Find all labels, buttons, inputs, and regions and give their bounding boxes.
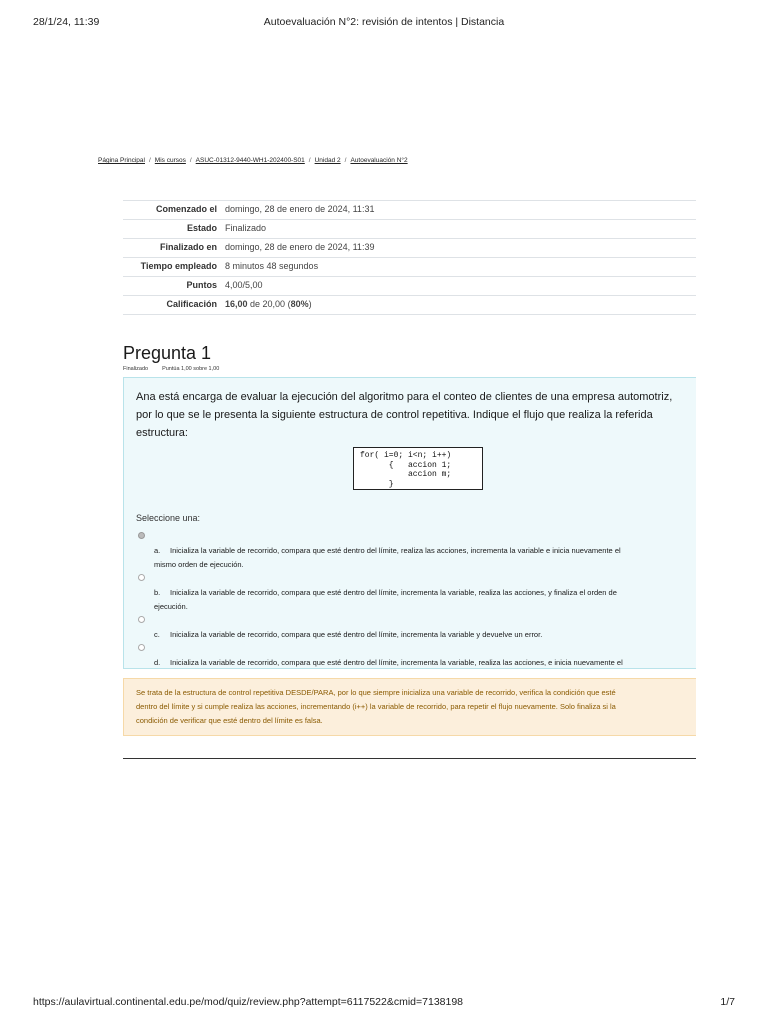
general-feedback	[123, 678, 696, 736]
attempt-summary-table	[123, 200, 696, 315]
summary-row-state	[123, 220, 696, 239]
section-divider	[123, 758, 696, 759]
radio-button[interactable]	[138, 574, 145, 581]
print-date: 28/1/24, 11:39	[33, 16, 100, 28]
question-meta	[123, 366, 233, 372]
option-letter: b.	[154, 588, 161, 597]
option-text: Inicializa la variable de recorrido, compara que esté dentro del límite, incrementa la variable y devuelve un error.	[170, 630, 543, 639]
summary-label: Estado	[123, 220, 221, 239]
radio-button[interactable]	[138, 616, 145, 623]
print-header	[0, 16, 768, 30]
summary-label: Puntos	[123, 277, 221, 296]
option-text: Inicializa la variable de recorrido, compara que esté dentro del límite, incrementa la variable, realiza las acciones, y finaliza el orden de ejecución.	[154, 588, 617, 611]
grade-value: 16,00	[225, 299, 248, 309]
print-title: Autoevaluación N°2: revisión de intentos | Distancia	[263, 16, 505, 28]
summary-label: Finalizado en	[123, 239, 221, 258]
summary-value: 4,00/5,00	[221, 277, 696, 296]
summary-row-points	[123, 277, 696, 296]
question-text: Ana está encarga de evaluar la ejecución del algoritmo para el conteo de clientes de una empresa automotriz, por lo que se le presenta la siguiente estructura de control repetitiva. Indique el flujo que realiza la referida estructura:	[136, 391, 673, 439]
answer-option-b[interactable]	[138, 572, 696, 614]
question-score: Puntúa 1,00 sobre 1,00	[162, 366, 220, 372]
breadcrumb-separator: /	[148, 157, 151, 164]
breadcrumb	[98, 157, 408, 164]
question-content	[123, 377, 696, 669]
breadcrumb-separator: /	[189, 157, 192, 164]
breadcrumb-separator: /	[308, 157, 311, 164]
summary-value: 8 minutos 48 segundos	[221, 258, 696, 277]
summary-value	[221, 296, 696, 315]
question-title: Pregunta 1	[123, 343, 212, 363]
summary-row-finished	[123, 239, 696, 258]
code-snippet: for( i=0; i<n; i++) { accion 1; accion m; }	[360, 451, 452, 489]
summary-value: domingo, 28 de enero de 2024, 11:39	[221, 239, 696, 258]
summary-row-started	[123, 201, 696, 220]
option-text: Inicializa la variable de recorrido, compara que esté dentro del límite, incrementa la variable, realiza las acciones, e inicia nuevamente el	[170, 658, 623, 667]
print-page-number: 1/7	[720, 996, 735, 1008]
summary-row-time	[123, 258, 696, 277]
summary-label: Comenzado el	[123, 201, 221, 220]
summary-label: Calificación	[123, 296, 221, 315]
summary-label: Tiempo empleado	[123, 258, 221, 277]
option-letter: d.	[154, 658, 161, 667]
breadcrumb-my-courses-link[interactable]: Mis cursos	[154, 157, 186, 164]
grade-total: de 20,00 (	[247, 299, 291, 309]
answer-option-a[interactable]	[138, 530, 696, 572]
breadcrumb-course-link[interactable]: ASUC-01312-9440-WH1-202400-S01	[195, 157, 305, 164]
grade-close: )	[308, 299, 312, 309]
option-text: Inicializa la variable de recorrido, compara que esté dentro del límite, realiza las acciones, incrementa la variable e inicia nuevamente el mismo orden de ejecución.	[154, 546, 621, 569]
answer-option-d[interactable]	[138, 642, 696, 669]
answer-option-c[interactable]	[138, 614, 696, 642]
summary-value: domingo, 28 de enero de 2024, 11:31	[221, 201, 696, 220]
answer-options	[138, 530, 696, 669]
print-url: https://aulavirtual.continental.edu.pe/mod/quiz/review.php?attempt=6117522&cmid=7138198	[33, 996, 464, 1008]
print-footer	[0, 996, 768, 1010]
grade-percent: 80%	[290, 299, 309, 309]
breadcrumb-unit-link[interactable]: Unidad 2	[314, 157, 341, 164]
breadcrumb-separator: /	[344, 157, 347, 164]
radio-button-selected[interactable]	[138, 532, 145, 539]
breadcrumb-home-link[interactable]: Página Principal	[98, 157, 145, 164]
question-state: Finalizado	[123, 366, 149, 372]
option-letter: c.	[154, 630, 160, 639]
summary-value: Finalizado	[221, 220, 696, 239]
code-snippet-image	[353, 447, 483, 490]
select-one-label: Seleccione una:	[136, 513, 201, 523]
feedback-text: Se trata de la estructura de control repetitiva DESDE/PARA, por lo que siempre inicializa una variable de recorrido, verifica la condición que esté dentro del límite y si cumple realiza las acciones, incrementando (i++) la variable de recorrido, para repetir el flujo nuevamente. Solo finaliza si la condición de verificar que esté dentro del límite es falsa.	[136, 688, 616, 725]
option-letter: a.	[154, 546, 161, 555]
breadcrumb-quiz-link[interactable]: Autoevaluación N°2	[350, 157, 408, 164]
summary-row-grade	[123, 296, 696, 315]
radio-button[interactable]	[138, 644, 145, 651]
